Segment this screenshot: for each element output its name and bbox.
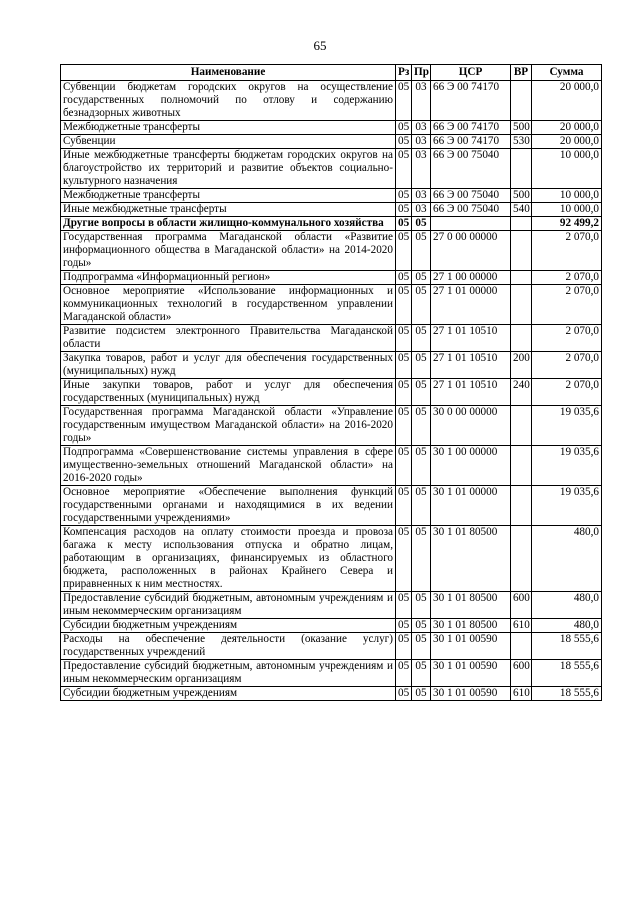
cell-csr: 30 1 01 80500 [431,592,511,619]
cell-csr: 66 Э 00 74170 [431,121,511,135]
table-row [61,285,602,325]
cell-rz: 05 [396,406,412,446]
cell-csr: 66 Э 00 74170 [431,135,511,149]
cell-name: Другие вопросы в области жилищно-коммунального хозяйства [61,217,396,231]
cell-sum: 10 000,0 [532,189,602,203]
cell-name: Предоставление субсидий бюджетным, автономным учреждениям и иным некоммерческим организациям [61,592,396,619]
cell-sum: 480,0 [532,526,602,592]
cell-vr [511,526,532,592]
cell-pr: 03 [412,121,431,135]
table-row [61,81,602,121]
cell-name: Основное мероприятие «Обеспечение выполнения функций государственными органами и находящимися в их ведении государственными учреждениями» [61,486,396,526]
cell-name: Подпрограмма «Информационный регион» [61,271,396,285]
table-row [61,121,602,135]
cell-sum: 2 070,0 [532,325,602,352]
cell-vr: 530 [511,135,532,149]
cell-rz: 05 [396,633,412,660]
column-header-pr: Пр [412,65,431,81]
cell-pr: 05 [412,271,431,285]
cell-pr: 05 [412,633,431,660]
cell-rz: 05 [396,121,412,135]
cell-rz: 05 [396,149,412,189]
cell-sum: 10 000,0 [532,203,602,217]
cell-csr: 30 1 01 80500 [431,526,511,592]
cell-vr: 610 [511,687,532,701]
cell-csr: 30 1 01 00590 [431,633,511,660]
cell-vr [511,231,532,271]
cell-pr: 03 [412,189,431,203]
cell-sum: 19 035,6 [532,406,602,446]
cell-name: Субсидии бюджетным учреждениям [61,687,396,701]
table-row [61,203,602,217]
cell-sum: 18 555,6 [532,660,602,687]
cell-sum: 2 070,0 [532,285,602,325]
cell-vr [511,446,532,486]
cell-name: Субсидии бюджетным учреждениям [61,619,396,633]
table-row [61,406,602,446]
cell-csr: 66 Э 00 75040 [431,189,511,203]
cell-csr: 27 1 00 00000 [431,271,511,285]
cell-csr: 30 1 00 00000 [431,446,511,486]
cell-rz: 05 [396,203,412,217]
cell-pr: 05 [412,486,431,526]
cell-pr: 05 [412,406,431,446]
cell-rz: 05 [396,660,412,687]
cell-csr: 66 Э 00 75040 [431,203,511,217]
table-header-row [61,65,602,81]
cell-rz: 05 [396,619,412,633]
column-header-name: Наименование [61,65,396,81]
table-row [61,135,602,149]
table-row [61,446,602,486]
cell-pr: 05 [412,660,431,687]
cell-pr: 03 [412,149,431,189]
cell-sum: 18 555,6 [532,687,602,701]
cell-rz: 05 [396,81,412,121]
cell-csr: 66 Э 00 74170 [431,81,511,121]
cell-sum: 2 070,0 [532,352,602,379]
table-row [61,660,602,687]
cell-pr: 05 [412,592,431,619]
cell-name: Подпрограмма «Совершенствование системы управления в сфере имущественно-земельных отношений Магаданской области» на 2016-2020 годы» [61,446,396,486]
cell-name: Субвенции [61,135,396,149]
cell-csr: 27 1 01 10510 [431,325,511,352]
table-row [61,189,602,203]
cell-pr: 03 [412,203,431,217]
cell-vr: 200 [511,352,532,379]
cell-csr: 30 1 01 00590 [431,687,511,701]
cell-pr: 03 [412,81,431,121]
cell-name: Государственная программа Магаданской области «Развитие информационного общества в Магаданской области» на 2014-2020 годы» [61,231,396,271]
cell-sum: 480,0 [532,619,602,633]
column-header-csr: ЦСР [431,65,511,81]
cell-rz: 05 [396,352,412,379]
cell-pr: 05 [412,217,431,231]
cell-sum: 20 000,0 [532,121,602,135]
cell-pr: 05 [412,231,431,271]
budget-table [60,64,602,701]
cell-name: Предоставление субсидий бюджетным, автономным учреждениям и иным некоммерческим организациям [61,660,396,687]
cell-csr: 27 1 01 10510 [431,379,511,406]
cell-sum: 92 499,2 [532,217,602,231]
cell-sum: 19 035,6 [532,486,602,526]
cell-vr: 500 [511,121,532,135]
cell-sum: 20 000,0 [532,81,602,121]
cell-name: Иные межбюджетные трансферты бюджетам городских округов на благоустройство их территорий и развитие объектов социально-культурного назначения [61,149,396,189]
table-row [61,217,602,231]
table-row [61,687,602,701]
cell-rz: 05 [396,271,412,285]
cell-vr: 600 [511,660,532,687]
table-row [61,149,602,189]
cell-pr: 05 [412,352,431,379]
cell-pr: 05 [412,619,431,633]
table-row [61,271,602,285]
cell-rz: 05 [396,687,412,701]
cell-sum: 20 000,0 [532,135,602,149]
cell-vr [511,217,532,231]
cell-csr: 30 1 01 00000 [431,486,511,526]
cell-pr: 05 [412,379,431,406]
cell-rz: 05 [396,486,412,526]
cell-pr: 05 [412,687,431,701]
cell-sum: 2 070,0 [532,231,602,271]
column-header-sum: Сумма [532,65,602,81]
cell-vr: 600 [511,592,532,619]
cell-vr: 540 [511,203,532,217]
cell-sum: 2 070,0 [532,379,602,406]
cell-sum: 10 000,0 [532,149,602,189]
cell-rz: 05 [396,526,412,592]
cell-name: Иные межбюджетные трансферты [61,203,396,217]
cell-sum: 19 035,6 [532,446,602,486]
cell-csr: 66 Э 00 75040 [431,149,511,189]
table-row [61,379,602,406]
cell-vr [511,271,532,285]
cell-vr: 500 [511,189,532,203]
cell-pr: 05 [412,325,431,352]
cell-csr: 27 0 00 00000 [431,231,511,271]
cell-name: Расходы на обеспечение деятельности (оказание услуг) государственных учреждений [61,633,396,660]
cell-rz: 05 [396,592,412,619]
table-row [61,592,602,619]
table-row [61,352,602,379]
cell-sum: 18 555,6 [532,633,602,660]
cell-pr: 05 [412,526,431,592]
cell-rz: 05 [396,379,412,406]
cell-pr: 05 [412,285,431,325]
cell-vr [511,486,532,526]
cell-sum: 2 070,0 [532,271,602,285]
cell-rz: 05 [396,285,412,325]
cell-csr: 27 1 01 10510 [431,352,511,379]
cell-pr: 05 [412,446,431,486]
cell-vr: 610 [511,619,532,633]
cell-csr: 30 1 01 00590 [431,660,511,687]
cell-csr: 30 1 01 80500 [431,619,511,633]
table-row [61,619,602,633]
cell-csr: 30 0 00 00000 [431,406,511,446]
cell-csr [431,217,511,231]
cell-vr [511,285,532,325]
table-row [61,633,602,660]
table-row [61,486,602,526]
table-row [61,231,602,271]
cell-rz: 05 [396,135,412,149]
cell-vr [511,149,532,189]
cell-vr [511,81,532,121]
cell-name: Иные закупки товаров, работ и услуг для обеспечения государственных (муниципальных) нужд [61,379,396,406]
cell-name: Основное мероприятие «Использование информационных и коммуникационных технологий в государственном управлении Магаданской области» [61,285,396,325]
cell-name: Государственная программа Магаданской области «Управление государственным имуществом Магаданской области» на 2016-2020 годы» [61,406,396,446]
column-header-vr: ВР [511,65,532,81]
cell-name: Межбюджетные трансферты [61,121,396,135]
cell-rz: 05 [396,189,412,203]
cell-name: Межбюджетные трансферты [61,189,396,203]
column-header-rz: Рз [396,65,412,81]
cell-vr [511,325,532,352]
cell-pr: 03 [412,135,431,149]
cell-sum: 480,0 [532,592,602,619]
cell-name: Развитие подсистем электронного Правительства Магаданской области [61,325,396,352]
cell-vr [511,406,532,446]
table-row [61,325,602,352]
cell-rz: 05 [396,217,412,231]
cell-name: Компенсация расходов на оплату стоимости проезда и провоза багажа к месту использования отпуска и обратно лицам, работающим в организациях, финансируемых из областного бюджета, расположенных в районах Крайнего Севера и приравненных к ним местностях. [61,526,396,592]
cell-vr [511,633,532,660]
cell-rz: 05 [396,325,412,352]
cell-rz: 05 [396,446,412,486]
cell-csr: 27 1 01 00000 [431,285,511,325]
cell-name: Закупка товаров, работ и услуг для обеспечения государственных (муниципальных) нужд [61,352,396,379]
page-number: 65 [313,38,327,53]
cell-vr: 240 [511,379,532,406]
cell-name: Субвенции бюджетам городских округов на осуществление государственных полномочий по отлову и содержанию безнадзорных животных [61,81,396,121]
cell-rz: 05 [396,231,412,271]
table-row [61,526,602,592]
